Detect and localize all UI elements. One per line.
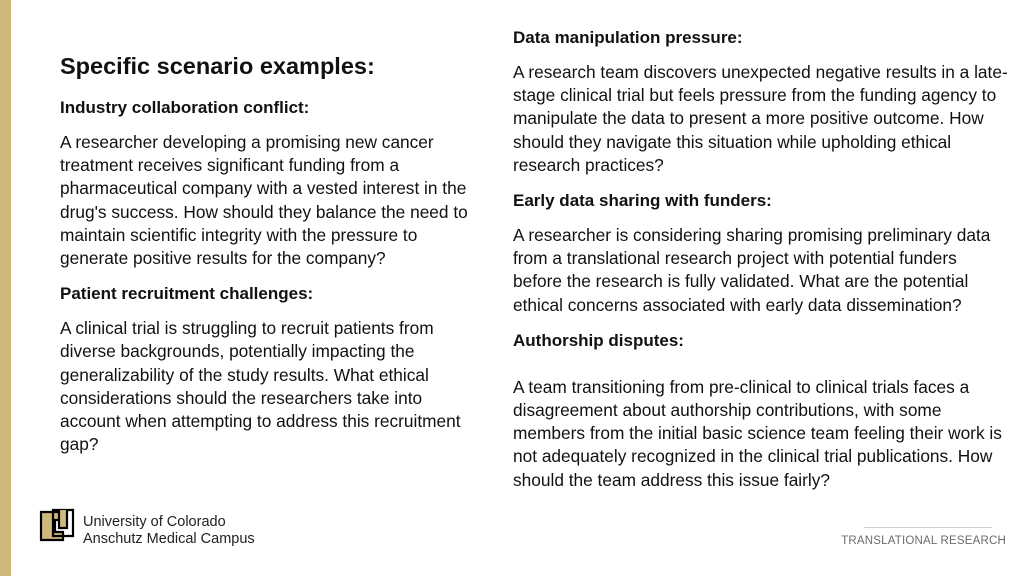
scenario-heading-data-manipulation: Data manipulation pressure: xyxy=(513,28,743,47)
scenario-heading-early-data-sharing: Early data sharing with funders: xyxy=(513,191,772,211)
logo-line-campus: Anschutz Medical Campus xyxy=(83,531,255,547)
logo-line-university: University of Colorado xyxy=(83,514,226,530)
left-column xyxy=(60,50,472,468)
scenario-text-data-manipulation: A research team discovers unexpected negative results in a late-stage clinical trial but feels pressure from the funding agency to manipulate the data to present a more positive outcome. How should they navigate this situation while upholding ethical research practices? xyxy=(513,62,1008,175)
accent-side-bar xyxy=(0,0,11,576)
logo-text xyxy=(83,514,255,548)
scenario-text-patient-recruitment: A clinical trial is struggling to recruit patients from diverse backgrounds, potentially impacting the generalizability of the study results. What ethical considerations should the researchers take into account when attempting to address this recruitment gap? xyxy=(60,318,461,455)
scenario-heading-authorship-disputes: Authorship disputes: xyxy=(513,330,684,350)
scenario-heading-patient-recruitment: Patient recruitment challenges: xyxy=(60,284,314,304)
university-logo xyxy=(37,506,277,548)
footer-divider xyxy=(864,527,992,528)
right-column xyxy=(513,26,1009,504)
cu-monogram-icon xyxy=(37,506,77,546)
scenario-text-industry-collaboration: A researcher developing a promising new cancer treatment receives significant funding from a pharmaceutical company with a vested interest in the drug's success. How should they balance the need to maintain scientific integrity with the pressure to generate positive results for the company? xyxy=(60,132,468,269)
scenario-text-authorship-disputes: A team transitioning from pre-clinical to clinical trials faces a disagreement about authorship contributions, with some members from the initial basic science team feeling their work is not adequately recognized in the clinical trial publications. How should the team address this issue fairly? xyxy=(513,376,1002,490)
scenario-heading-industry-collaboration: Industry collaboration conflict: xyxy=(60,98,310,117)
slide-title: Specific scenario examples: xyxy=(60,53,375,79)
scenario-text-early-data-sharing: A researcher is considering sharing promising preliminary data from a translational research project with potential funders before the research is fully validated. What are the potential ethical concerns associated with early data dissemination? xyxy=(513,225,991,315)
footer-section-label: TRANSLATIONAL RESEARCH xyxy=(841,535,1006,547)
